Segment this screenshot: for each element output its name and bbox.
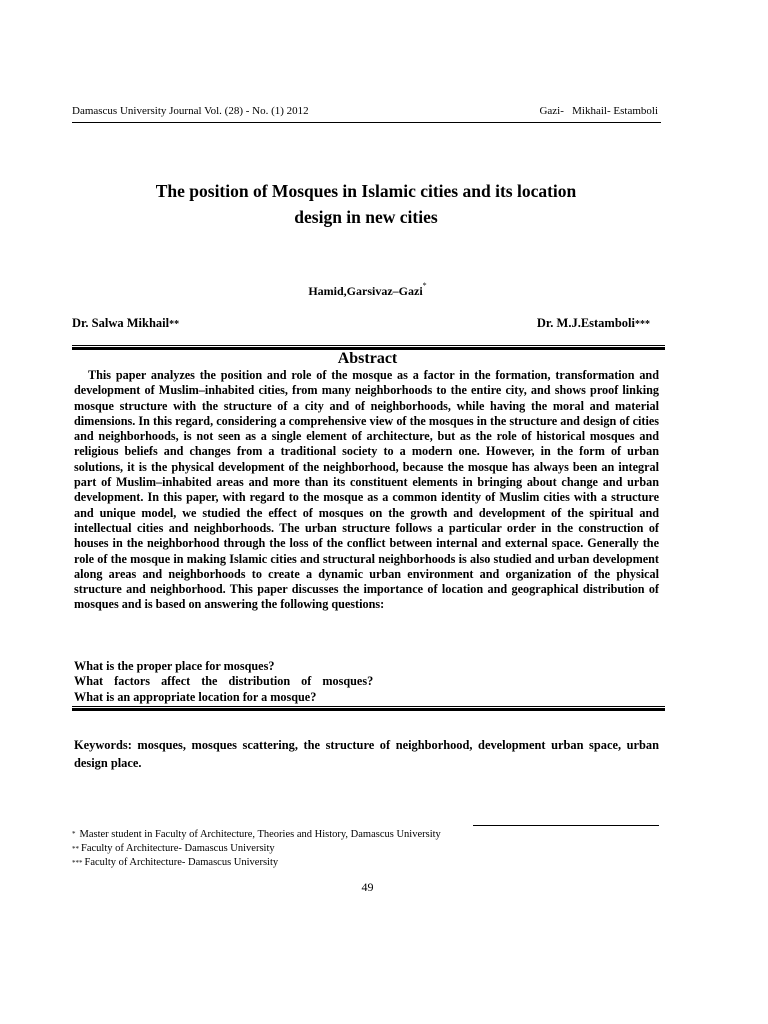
main-author-mark: *	[422, 281, 427, 290]
co-author-mikhail	[72, 316, 179, 331]
question-2: What factors affect the distribution of mosques?	[74, 674, 374, 689]
footnote-2-text: Faculty of Architecture- Damascus University	[81, 842, 275, 854]
title-line-1: The position of Mosques in Islamic cities and its location	[155, 181, 577, 201]
co-authors	[72, 316, 650, 331]
footnote-1-mark: *	[72, 830, 76, 838]
journal-citation: Damascus University Journal Vol. (28) - No. (1) 2012	[72, 105, 309, 117]
co-author-mikhail-mark: **	[169, 319, 180, 330]
co-author-estamboli-name: Dr. M.J.Estamboli	[536, 316, 635, 330]
co-author-estamboli	[537, 316, 650, 331]
question-3: What is an appropriate location for a mosque?	[74, 689, 317, 704]
footnote-1-text: Master student in Faculty of Architecture, Theories and History, Damascus University	[79, 829, 441, 840]
title-line-2: design in new cities	[294, 207, 438, 227]
abstract-body: This paper analyzes the position and role of the mosque as a factor in the formation, transformation and development of Muslim–inhabited cities, from many neighborhoods to the entire city, and shows proof linking mosque structure with the structure of a city and of neighborhoods, while having the moral and material dimensions. In this regard, considering a comprehensive view of the mosques in the structure and design of cities and neighborhoods, is not seen as a single element of architecture, but as the role of historical mosques and religious beliefs and changes from a traditional society to a modern one. However, in the form of urban solutions, it is the physical development of the neighborhood, because the mosque has always been an integral part of Muslim–inhabited areas and more than its constituent elements in bringing about change and urban development. In this paper, with regard to the mosque as a common identity of Muslim cities with a structure and unique model, we studied the effect of mosques on the growth and development of the spiritual and intellectual cities and neighborhoods. The urban structure follows a particular order in the construction of houses in the neighborhood through the loss of the conflict between internal and external space. Generally the role of the mosque in making Islamic cities and structural neighborhoods is also studied and urban development along areas and neighborhoods to create a dynamic urban environment and organization of the physical structure and neighborhood. This paper discusses the importance of location and geographical distribution of mosques and is based on answering the following questions:	[74, 368, 659, 612]
footnote-3-text: Faculty of Architecture- Damascus University	[84, 857, 279, 868]
abstract-bottom-rule	[72, 706, 665, 711]
abstract-heading: Abstract	[337, 350, 398, 367]
paper-title	[100, 178, 632, 230]
abstract-questions	[74, 659, 659, 705]
keywords: Keywords: mosques, mosques scattering, the structure of neighborhood, development urban space, urban design place.	[74, 738, 659, 770]
footnote-2-mark: **	[72, 844, 79, 853]
footnote-1	[72, 828, 662, 842]
main-author	[0, 283, 735, 299]
co-author-mikhail-name: Dr. Salwa Mikhail	[72, 316, 170, 330]
main-author-name: Hamid,Garsivaz–Gazi	[308, 284, 423, 298]
footnote-3-mark: ***	[72, 859, 83, 867]
footnotes	[72, 828, 662, 871]
footnote-rule	[473, 825, 659, 826]
running-authors: Gazi- Mikhail- Estamboli	[539, 105, 658, 117]
footnote-2	[72, 842, 662, 857]
page-number: 49	[361, 880, 374, 894]
co-author-estamboli-mark: ***	[635, 319, 650, 330]
question-1: What is the proper place for mosques?	[74, 659, 275, 673]
header-rule	[72, 122, 661, 123]
running-header	[72, 105, 658, 118]
footnote-3	[72, 856, 662, 871]
